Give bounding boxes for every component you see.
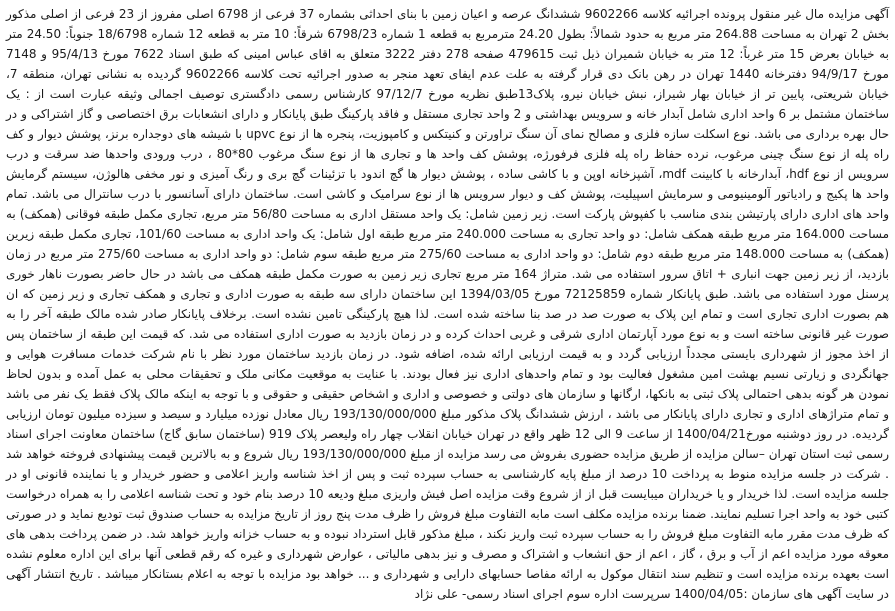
notice-body: آگهی مزایده مال غیر منقول پرونده اجرائیه کلاسه 9602266 ششدانگ عرصه و اعیان زمین با بنای احداثی بشماره 37 فرعی از 6798 اصلی مفروز از 23 فرعی از اصلی مذکور بخش 2 تهران به مساحت 264.88 متر مربع به حدود شمالاً: بطول 24.20 مترمربع به قطعه 1 شماره 6798/23 شرقاً: 10 متر به قطعه 12 شماره 18/6798 جنوباً: 24.50 متر به خیابان بعرض 15 متر غرباً: 12 متر به خیابان شمیران ذیل ثبت 479615 صفحه 278 دفتر 3222 متعلق به اقای عباس امینی که طبق اسناد 7622 مورخ 95/4/13 و 7148 مورخ 94/9/17 دفترخانه 1440 تهران در رهن بانک دی قرار گرفته به علت عدم ایفای تعهد منجر به صدور اجرائیه تحت کلاسه 9602266 گردیده به نشانی تهران، منطقه 7، خیابان شریعتی، پایین تر از خیابان بهار شیراز، نبش خیابان نیرو، پلاک13طبق نظریه مورخ 97/12/7 کارشناس رسمی دادگستری توصیف اجمالی وثیقه عبارت است از : یک ساختمان مشتمل بر 6 واحد اداری شامل آبدار خانه و سرویس بهداشتی و 2 واحد تجاری مستقل و فاقد پارکینگ طبق پایانکار و دارای انشعابات برق اختصاصی و گاز اشتراکی و در حال بهره برداری می باشد. نوع اسکلت سازه فلزی و مصالح نمای آن سنگ تراورتن و کنیتکس و کامپوزیت، پنجره ها از نوع upvc با شیشه های دوجداره برنز، پوشش دیوار و کف راه پله از نوع سنگ چینی مرغوب، نرده حفاظ راه پله فلزی فرفورژه، پوشش کف واحد ها و تجاری ها از نوع سنگ مرغوب 80*80 ، درب ورودی واحدها ضد سرقت و درب سرویس از نوع hdf، آبدارخانه با کابینت mdf، آشپزخانه اوپن و با کاشی ساده ، پوشش دیوار ها گچ اندود با تزئینات گچ بری و رنگ آمیزی و نور مخفی هالوژن، سیستم گرمایش واحد ها پکیج و رادیاتور آلومینیومی و سرمایش اسپیلیت، پوشش کف و دیوار سرویس ها از نوع سرامیک و کاشی است. ساختمان دارای آسانسور با درب سانترال می باشد. تمام واحد های اداری دارای پارتیشن بندی مناسب با کفپوش پارکت است. زیر زمین شامل: یک واحد مستقل اداری به مساحت 56/80 متر مربع، تجاری مکمل طبقه فوقانی (همکف) به مساحت 164.000 متر مربع طبقه همکف شامل: دو واحد تجاری به مساحت 240.000 متر مربع طبقه اول شامل: یک واحد اداری به مساحت 101/60، تجاری مکمل طبقه زیرین (همکف) به مساحت 148.000 متر مربع طبقه دوم شامل: دو واحد اداری به مساحت 275/60 متر مربع طبقه سوم شامل: دو واحد اداری به مساحت 275/60 متر مربع در زمان بازدید، از زیر زمین جهت انباری + اتاق سرور استفاده می شد. متراژ 164 متر مربع تجاری زیر زمین به صورت مکمل طبقه همکف می باشد در حال حاضر بصورت ناهار خوری پرسنل مورد استفاده می باشد. طبق پایانکار شماره 72125859 مورخ 1394/03/05 این ساختمان دارای سه طبقه به صورت اداری و تجاری و همکف تجاری و زیر زمین که ان هم بصورت اداری تجاری است و تمام این پلاک به صورت صد در صد بنا ساخته شده است. لذا هیچ پارکینگی تامین نشده است. برخلاف پایانکار صادر شده مالک طبقه آخر را به صورت غیر قانونی ساخته است و به نوع مورد آپارتمان اداری شرقی و غربی احداث کرده و در زمان بازدید به صورت اداری استفاده می شد. که قیمت این طبقه از ساختمان پس از اخذ مجوز از شهرداری بایستی مجدداً ارزیابی گردد و به قیمت ارزیابی ارائه شده، اضافه شود. در زمان بازدید ساختمان مورد نظر با نام شرکت خدمات مسافرت هوایی و جهانگردی و زیارتی نسیم بهشت امین مشغول فعالیت بود و تمام واحدهای اداری نیز فعال بودند. با عنایت به موقعیت مکانی ملک و تحقیقات محلی به عمل آمده و بدون لحاظ نمودن هر گونه بدهی احتمالی پلاک ثبتی به بانکها، ارگانها و سازمان های دولتی و خصوصی و اداری و اشخاص حقیقی و حقوقی و با توجه به اینکه مالک پلاک فقط یک نفر می باشد و تمام متراژهای اداری و تجاری دارای پایانکار می باشد ، ارزش ششدانگ پلاک مذکور مبلغ 193/130/000/000 ریال معادل نوزده میلیارد و سیصد و سیزده میلیون تومان ارزیابی گردیده. در روز دوشنبه مورخ1400/04/21 از ساعت 9 الی 12 ظهر واقع در تهران خیابان انقلاب چهار راه ولیعصر پلاک 919 (ساختمان سابق گاج) ساختمان معاونت اجرای اسناد رسمی ثبت استان تهران –سالن مزایده از طریق مزایده حضوری بفروش می رسد مزایده از مبلغ 193/130/000/000 ریال شروع و به بالاترین قیمت پیشنهادی فروخته خواهد شد . شرکت در جلسه مزایده منوط به پرداخت 10 درصد از مبلغ پایه کارشناسی به حساب سپرده ثبت و پس از اخذ شناسه واریز اعلامی و حضور خریدار و یا نماینده قانونی او در جلسه مزایده است. لذا خریدار و یا خریداران میبایست قبل از از شروع وقت مزایده اصل فیش واریزی مبلغ ودیعه 10 درصد بنام خود و تحت شناسه اعلامی را به همراه درخواست کتبی خود به واحد اجرا تسلیم نمایند. ضمنا برنده مزایده مکلف است مابه التفاوت مبلغ فروش را ظرف مدت پنج روز از تاریخ مزایده به حساب صندوق ثبت تودیع نماید و در صورتی که ظرف مدت مقرر مابه التفاوت مبلغ فروش را به حساب سپرده ثبت واریز نکند ، مبلغ مذکور قابل استرداد نبوده و به حساب خزانه واریز خواهد شد. در ضمن پرداخت بدهی های معوقه مورد مزایده اعم از آب و برق ، گاز ، اعم از حق انشعاب و اشتراک و مصرف و نیز بدهی مالیاتی ، عوارض شهرداری و غیره که رقم قطعی آنها برای این اداره معلوم نشده است بعهده برنده مزایده است و تنظیم سند انتقال موکول به ارائه مفاصا حسابهای دارایی و شهرداری و ... خواهد بود مزایده با توجه به اعلام بستانکار میباشد . تاریخ انتشار آگهی در سایت آگهی های سازمان :1400/04/05 سرپرست اداره سوم اجرای اسناد رسمی- علی نژاد [6,7,890,601]
